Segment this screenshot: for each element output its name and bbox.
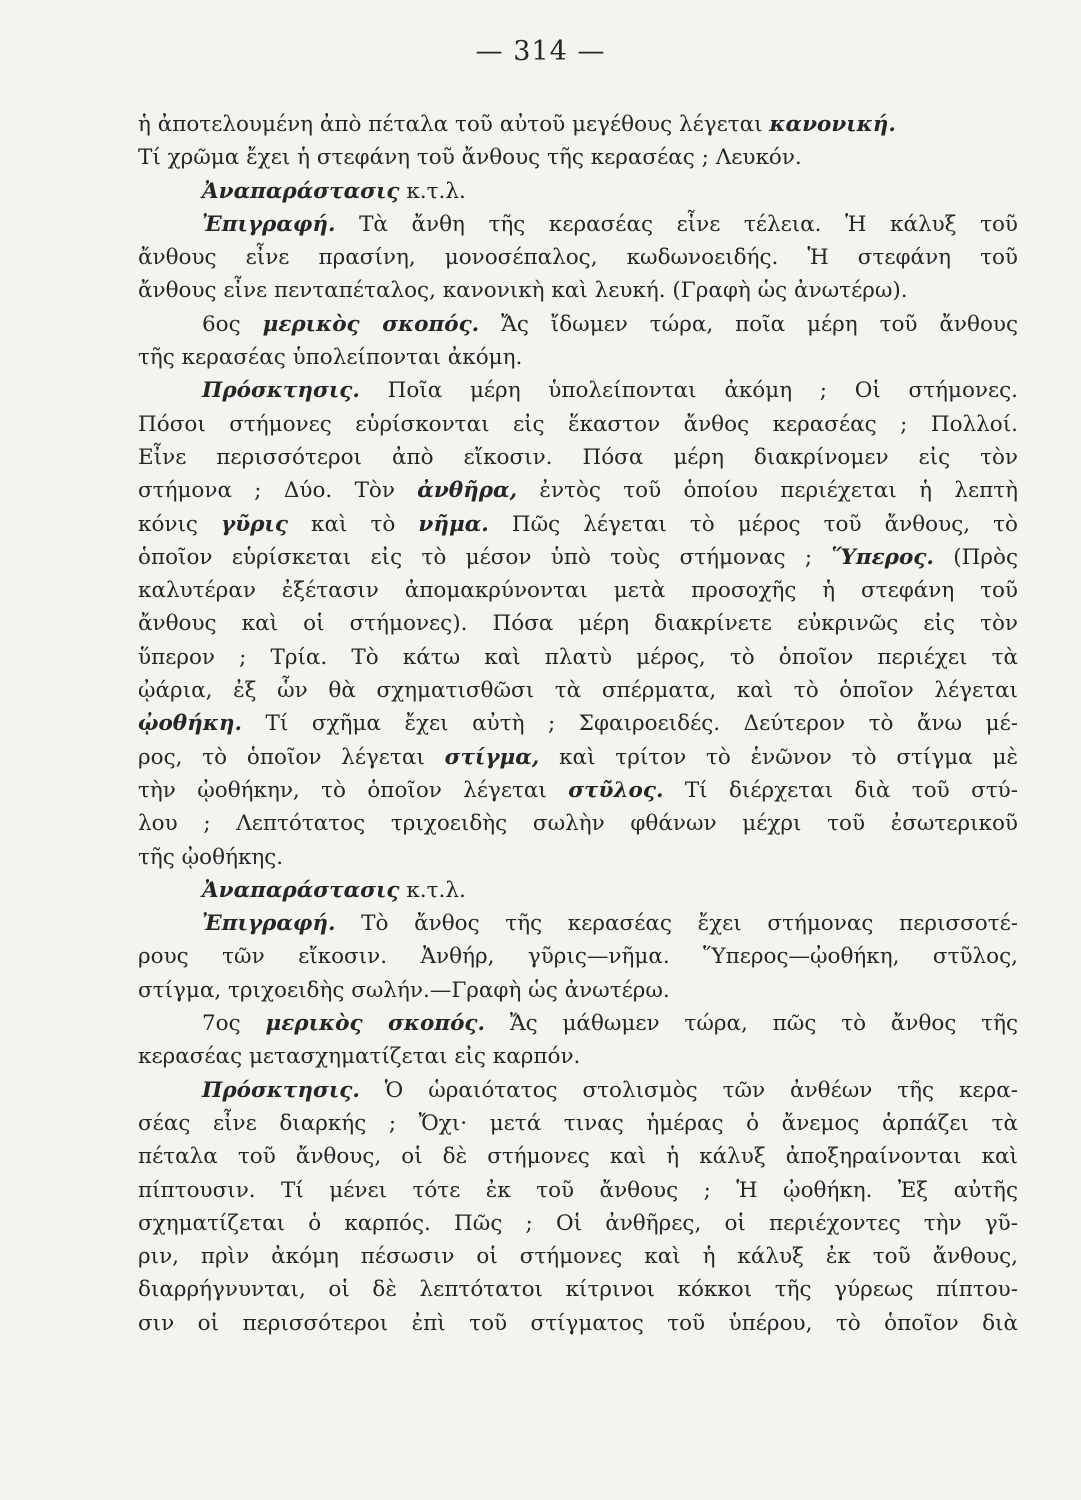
text-run: Τί χρῶμα ἔχει ἡ στεφάνη τοῦ ἄνθους τῆς κερασέας ; Λευκόν. [138,145,802,171]
text-line [138,574,1018,607]
text-run: ἐντὸς τοῦ ὁποίου περιέχεται ἡ λεπτὴ [517,478,1018,504]
text-run: καὶ τὸ [287,511,419,537]
bold-term: Πρόσκτησις. [202,378,360,404]
text-run: Τὸ ἄνθος τῆς κερασέας ἔχει στήμονας περισσοτέ- [335,911,1018,937]
text-run: λου ; Λεπτότατος τριχοειδὴς σωλὴν φθάνων μέχρι τοῦ ἐσωτερικοῦ [138,811,1018,837]
text-line [138,940,1018,973]
text-run: κόνις [138,511,222,537]
text-line [138,1307,1018,1340]
text-run: ρος, τὸ ὁποῖον λέγεται [138,744,445,770]
text-line [138,1007,1018,1040]
bold-term: ᾠοθήκη. [138,711,243,737]
text-run: καλυτέραν ἐξέτασιν ἀπομακρύνονται μετὰ προσοχῆς ἡ στεφάνη τοῦ [138,578,1018,604]
bold-term: Πρόσκτησις. [202,1077,360,1103]
text-run: ὕπερον ; Τρία. Τὸ κάτω καὶ πλατὺ μέρος, τὸ ὁποῖον περιέχει τὰ [138,644,1018,670]
text-run: ἄνθους εἶνε πενταπέταλος, κανονικὴ καὶ λευκή. (Γραφὴ ὡς ἀνωτέρω). [138,278,908,304]
bold-term: Ἀναπαράστασις [202,178,400,204]
bold-term: κανονική. [769,112,896,137]
text-run: κ.τ.λ. [399,877,466,903]
text-run: σχηματίζεται ὁ καρπός. Πῶς ; Οἱ ἀνθῆρες, οἱ περιέχοντες τὴν γῦ- [138,1210,1018,1236]
text-run: στήμονα ; Δύο. Τὸν [138,478,418,504]
text-line [138,541,1018,574]
bold-term: στίγμα, [444,744,540,770]
text-line [138,741,1018,774]
text-run: πίπτουσιν. Τί μένει τότε ἐκ τοῦ ἄνθους ; Ἡ ᾠοθήκη. Ἐξ αὐτῆς [138,1177,1018,1203]
text-run: ἄνθους καὶ οἱ στήμονες). Πόσα μέρη διακρίνετε εὐκρινῶς εἰς τὸν [138,611,1018,637]
text-line [138,508,1018,541]
bold-term: Ἐπιγραφή. [202,911,336,937]
text-line [138,841,1018,874]
text-line [138,241,1018,274]
text-line [138,1074,1018,1107]
text-run: σιν οἱ περισσότεροι ἐπὶ τοῦ στίγματος τοῦ ὑπέρου, τὸ ὁποῖον διὰ [138,1310,1018,1336]
text-line [138,1140,1018,1173]
body-text [138,108,1018,1340]
text-run: στίγμα, τριχοειδὴς σωλήν.—Γραφὴ ὡς ἀνωτέρω. [138,977,670,1003]
bold-term: νῆμα. [418,511,489,537]
text-run: ὁποῖον εὑρίσκεται εἰς τὸ μέσον ὑπὸ τοὺς στήμονας ; [138,544,832,570]
text-run: πέταλα τοῦ ἄνθους, οἱ δὲ στήμονες καὶ ἡ κάλυξ ἀποξηραίνονται καὶ [138,1144,1018,1170]
text-run: σέας εἶνε διαρκής ; Ὄχι· μετά τινας ἡμέρας ὁ ἄνεμος ἁρπάζει τὰ [138,1110,1018,1136]
text-run: τῆς κερασέας ὑπολείπονται ἀκόμη. [138,345,523,371]
text-line [138,607,1018,640]
text-line [138,274,1018,307]
bold-term: μερικὸς σκοπός. [262,311,480,337]
text-line [138,175,1018,208]
text-run: Ὁ ὡραιότατος στολισμὸς τῶν ἀνθέων τῆς κερα- [359,1077,1018,1103]
text-line [138,474,1018,507]
text-line [138,374,1018,407]
bold-term: Ὕπερος. [831,544,934,570]
text-line [138,441,1018,474]
text-run: Τὰ ἄνθη τῆς κερασέας εἶνε τέλεια. Ἡ κάλυξ τοῦ [335,211,1018,237]
bold-term: Ἀναπαράστασις [202,877,400,903]
text-line [138,1273,1018,1306]
text-run: Εἶνε περισσότεροι ἀπὸ εἴκοσιν. Πόσα μέρη διακρίνομεν εἰς τὸν [138,444,1018,470]
text-line [138,674,1018,707]
text-line [138,141,1018,174]
text-line [138,1040,1018,1073]
text-line [138,774,1018,807]
text-line [138,308,1018,341]
text-run: ριν, πρὶν ἀκόμη πέσωσιν οἱ στήμονες καὶ ἡ κάλυξ ἐκ τοῦ ἄνθους, [138,1244,1018,1270]
text-run: Ἄς ἴδωμεν τώρα, ποῖα μέρη τοῦ ἄνθους [479,311,1018,337]
text-line [138,874,1018,907]
text-run: ᾠάρια, ἐξ ὧν θὰ σχηματισθῶσι τὰ σπέρματα, καὶ τὸ ὁποῖον λέγεται [138,678,1018,704]
bold-term: Ἐπιγραφή. [202,211,336,237]
text-line [138,974,1018,1007]
bold-term: ἀνθῆρα, [417,478,518,504]
text-run: 7ος [202,1011,266,1037]
text-run: 6ος [202,311,263,337]
text-run: καὶ τρίτον τὸ ἑνῶνον τὸ στίγμα μὲ [539,744,1018,770]
text-run: Ἄς μάθωμεν τώρα, πῶς τὸ ἄνθος τῆς [485,1011,1019,1037]
text-run: Ποῖα μέρη ὑπολείπονται ἀκόμη ; Οἱ στήμονες. [359,378,1018,404]
text-line [138,907,1018,940]
text-line [138,341,1018,374]
bold-term: μερικὸς σκοπός. [265,1011,485,1037]
text-run: ἄνθους εἶνε πρασίνη, μονοσέπαλος, κωδωνοειδής. Ἡ στεφάνη τοῦ [138,245,1018,271]
text-run: τῆς ᾠοθήκης. [138,844,284,870]
text-line [138,1240,1018,1273]
text-line [138,1107,1018,1140]
text-run: (Πρὸς [933,544,1018,570]
text-run: Πῶς λέγεται τὸ μέρος τοῦ ἄνθους, τὸ [488,511,1018,537]
text-run: διαρρήγνυνται, οἱ δὲ λεπτότατοι κίτρινοι κόκκοι τῆς γύρεως πίπτου- [138,1277,1018,1303]
text-line [138,108,1018,141]
text-run: Πόσοι στήμονες εὑρίσκονται εἰς ἕκαστον ἄνθος κερασέας ; Πολλοί. [138,411,1018,437]
bold-term: γῦρις [221,511,288,537]
text-run: τὴν ᾠοθήκην, τὸ ὁποῖον λέγεται [138,777,569,803]
text-run: Τί διέρχεται διὰ τοῦ στύ- [663,777,1019,803]
bold-term: στῦλος. [568,777,664,803]
text-run: ρους τῶν εἴκοσιν. Ἀνθήρ, γῦρις—νῆμα. Ὕπερος—ᾠοθήκη, στῦλος, [138,944,1018,970]
text-run: κερασέας μετασχηματίζεται εἰς καρπόν. [138,1044,581,1070]
text-line [138,408,1018,441]
text-run: Τί σχῆμα ἔχει αὐτὴ ; Σφαιροειδές. Δεύτερον τὸ ἄνω μέ- [242,711,1018,737]
text-line [138,208,1018,241]
text-line [138,707,1018,740]
text-run: ἡ ἀποτελουμένη ἀπὸ πέταλα τοῦ αὐτοῦ μεγέθους λέγεται [138,112,770,137]
text-line [138,807,1018,840]
text-line [138,1207,1018,1240]
text-run: κ.τ.λ. [399,178,466,204]
page-number: — 314 — [475,36,606,67]
text-line [138,641,1018,674]
text-line [138,1174,1018,1207]
